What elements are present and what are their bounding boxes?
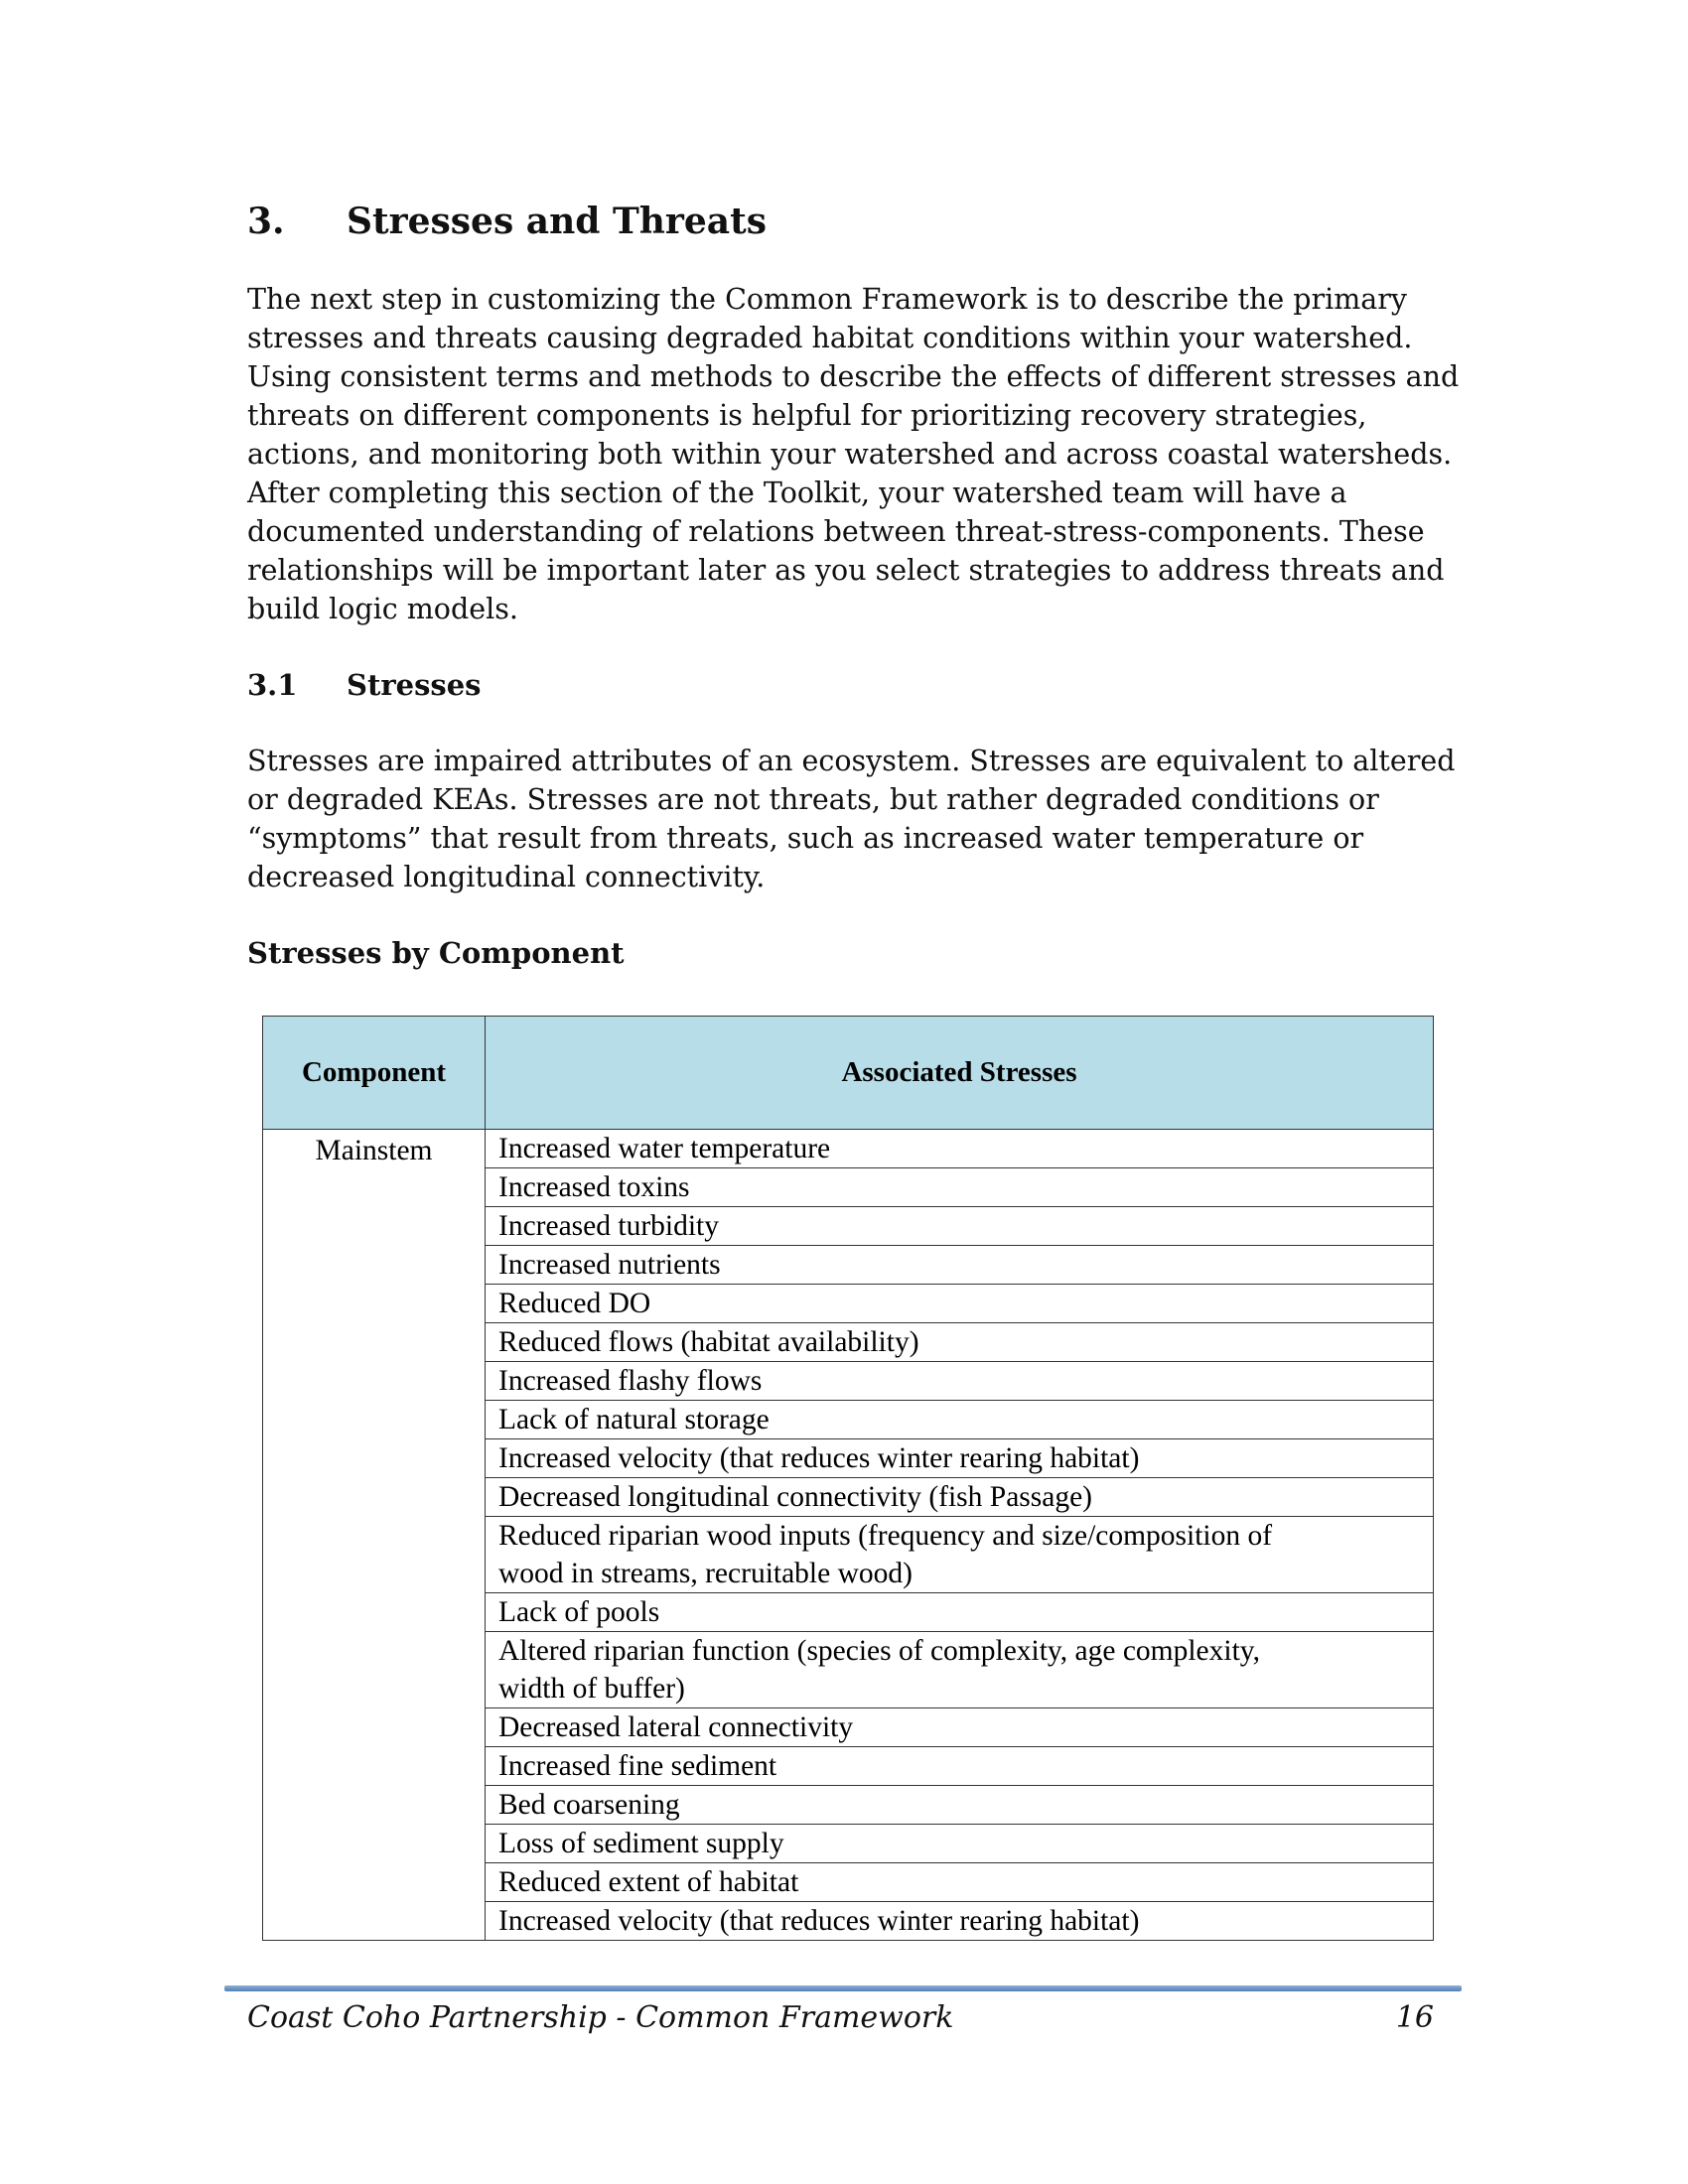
- paragraph-line: actions, and monitoring both within your watershed and across coastal watersheds.: [247, 438, 1453, 471]
- stress-text: Reduced flows (habitat availability): [498, 1326, 919, 1358]
- table-body: [263, 1130, 1434, 1941]
- stress-text: Decreased longitudinal connectivity (fish Passage): [498, 1481, 1093, 1513]
- paragraph-line: Using consistent terms and methods to describe the effects of different stresses and: [247, 360, 1460, 393]
- stress-cell: [486, 1439, 1434, 1478]
- stress-text: Bed coarsening: [498, 1789, 680, 1821]
- paragraph-line: or degraded KEAs. Stresses are not threats, but rather degraded conditions or: [247, 783, 1379, 816]
- stress-text: Reduced DO: [498, 1288, 651, 1319]
- stress-text: Increased fine sediment: [498, 1750, 777, 1782]
- table-row: [263, 1130, 1434, 1168]
- stress-cell: [486, 1786, 1434, 1825]
- stress-text: Increased toxins: [498, 1171, 690, 1203]
- footer-title: Coast Coho Partnership - Common Framework: [247, 2000, 954, 2035]
- stress-text: Increased water temperature: [498, 1133, 831, 1164]
- component-column-header: Component: [263, 1017, 486, 1130]
- stress-cell: [486, 1478, 1434, 1517]
- page-content: [247, 197, 1460, 973]
- stress-cell: [486, 1207, 1434, 1246]
- component-cell: Mainstem: [263, 1130, 486, 1941]
- stress-text: Decreased lateral connectivity: [498, 1711, 854, 1743]
- subsection-title: Stresses: [347, 668, 482, 702]
- stress-cell: [486, 1246, 1434, 1285]
- stress-cell: [486, 1593, 1434, 1632]
- stresses-column-header: Associated Stresses: [486, 1017, 1434, 1130]
- stress-cell: [486, 1708, 1434, 1747]
- section-heading: [247, 197, 1439, 246]
- stress-cell: [486, 1130, 1434, 1168]
- stress-cell: [486, 1825, 1434, 1863]
- stress-text: Reduced riparian wood inputs (frequency and size/composition of: [498, 1520, 1273, 1552]
- stress-cell: [486, 1632, 1434, 1708]
- stress-text: Loss of sediment supply: [498, 1828, 784, 1859]
- stresses-table: [262, 1016, 1434, 1941]
- stress-text: width of buffer): [498, 1673, 685, 1705]
- stress-text: Increased velocity (that reduces winter rearing habitat): [498, 1905, 1140, 1937]
- stress-cell: [486, 1863, 1434, 1902]
- subsection-heading: [247, 665, 1439, 705]
- footer-divider: [224, 1985, 1462, 1991]
- paragraph-line: “symptoms” that result from threats, such as increased water temperature or: [247, 822, 1364, 855]
- stress-text: Reduced extent of habitat: [498, 1866, 799, 1898]
- stresses-paragraph: [247, 742, 1456, 896]
- table-header-row: [263, 1017, 1434, 1130]
- stress-cell: [486, 1902, 1434, 1941]
- stress-text: Increased velocity (that reduces winter rearing habitat): [498, 1442, 1140, 1474]
- stress-text: Lack of natural storage: [498, 1404, 770, 1435]
- subsection-number: 3.1: [247, 668, 298, 702]
- paragraph-line: After completing this section of the Toolkit, your watershed team will have a: [247, 477, 1347, 509]
- stress-cell: [486, 1401, 1434, 1439]
- paragraph-line: build logic models.: [247, 593, 518, 625]
- section-title: Stresses and Threats: [347, 201, 767, 242]
- stress-cell: [486, 1747, 1434, 1786]
- table-caption: Stresses by Component: [247, 936, 625, 970]
- section-number: 3.: [247, 201, 285, 242]
- stress-text: Altered riparian function (species of complexity, age complexity,: [498, 1635, 1260, 1667]
- paragraph-line: stresses and threats causing degraded habitat conditions within your watershed.: [247, 322, 1413, 354]
- stress-text: Increased flashy flows: [498, 1365, 763, 1397]
- paragraph-line: Stresses are impaired attributes of an ecosystem. Stresses are equivalent to altered: [247, 745, 1456, 777]
- paragraph-line: relationships will be important later as you select strategies to address threats and: [247, 554, 1445, 587]
- paragraph-line: The next step in customizing the Common Framework is to describe the primary: [247, 283, 1407, 316]
- paragraph-line: documented understanding of relations between threat-stress-components. These: [247, 515, 1425, 548]
- page-number: 16: [1395, 2000, 1434, 2035]
- intro-paragraph: [247, 280, 1460, 628]
- stress-text: Increased turbidity: [498, 1210, 719, 1242]
- stress-cell: [486, 1285, 1434, 1323]
- stress-cell: [486, 1323, 1434, 1362]
- stress-cell: [486, 1362, 1434, 1401]
- stress-text: Increased nutrients: [498, 1249, 721, 1281]
- stress-text: wood in streams, recruitable wood): [498, 1558, 913, 1589]
- stress-cell: [486, 1517, 1434, 1593]
- stress-text: Lack of pools: [498, 1596, 660, 1628]
- paragraph-line: threats on different components is helpful for prioritizing recovery strategies,: [247, 399, 1367, 432]
- paragraph-line: decreased longitudinal connectivity.: [247, 861, 766, 893]
- stress-cell: [486, 1168, 1434, 1207]
